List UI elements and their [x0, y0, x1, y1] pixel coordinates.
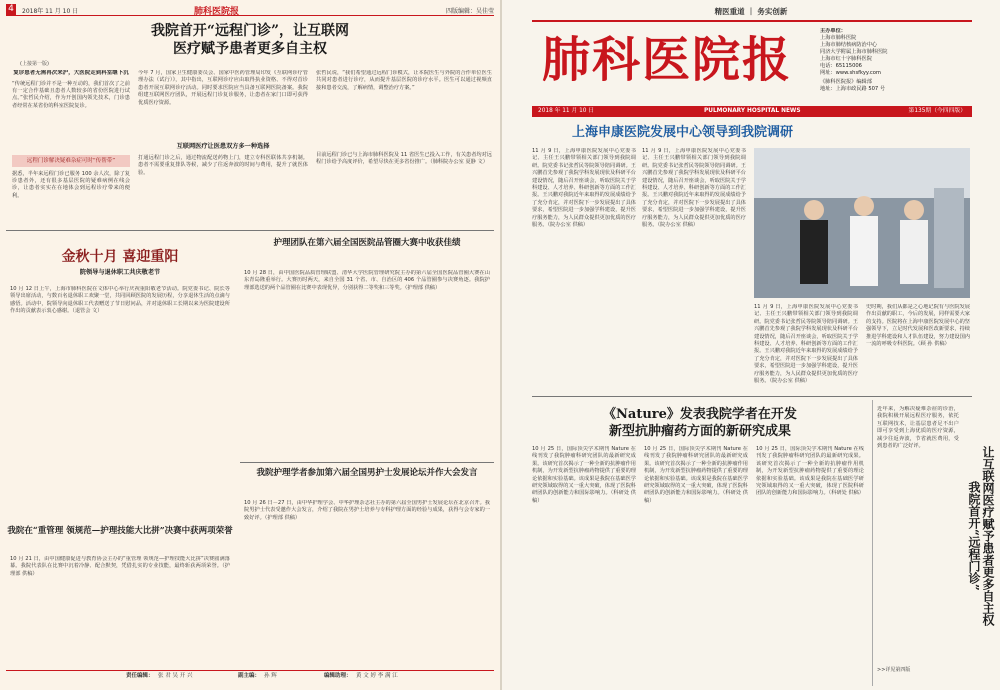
dateline-issue: 第135期（今四四版） — [908, 108, 966, 114]
front-page — [502, 0, 1000, 690]
more-link[interactable]: >>详见第四版 — [877, 667, 911, 673]
divider — [6, 230, 494, 231]
sponsor-block — [820, 28, 970, 104]
dateline-bar — [532, 106, 972, 117]
nature-article — [532, 400, 868, 686]
nursing-skill-title: 我院在“重管理 领规范—护理技能大比拼”决赛中获两项荣誉 — [7, 526, 233, 536]
nature-title-line2: 新型抗肿瘤药方面的新研究成果 — [608, 424, 791, 439]
sponsor-line: 上海市肺科医院 — [820, 35, 857, 41]
page-header — [6, 4, 494, 16]
footer-label-2: 副主编： — [238, 673, 261, 679]
dateline-english: PULMONARY HOSPITAL NEWS — [704, 108, 801, 114]
main-article-title-line1: 我院首开“远程门诊”，让互联网 — [150, 23, 350, 39]
nature-title-line1: 《Nature》发表我院学者在开发 — [603, 407, 797, 422]
web-label: 网址： — [820, 70, 836, 76]
dateline-date: 2018 年 11 月 10 日 — [538, 108, 595, 114]
sponsor-line: 上海市肺结核病防治中心 — [820, 42, 878, 48]
lead-title: 上海申康医院发展中心领导到我院调研 — [572, 125, 794, 140]
divider — [240, 462, 494, 463]
sponsor-line: 同济大学附属上海市肺科医院 — [820, 49, 888, 55]
lead-text-col-3: 11 月 9 日，上海申康医院发展中心党委书记、主任王兴鹏带领相关部门领导到我院调研。院党委书记张哲民等院领导陪同调研。王兴鹏首先参观了我院学科发展现状及科研平台建设情况，随后召开座谈会，听取医院关于学科建设、人才培养、科研创新等方面的工作汇报。王兴鹏对我院近年来取得的发展成绩给予了充分肯定，并对医院下一步发展提出了具体要求，希望医院进一步加强学科建设，提升医疗服务能力，为人民群众提供更加优质的医疗服务。（院办公室 供稿） — [754, 304, 858, 385]
footer-label-1: 责任编辑： — [126, 673, 154, 679]
lead-text-col-2: 11 月 9 日，上海申康医院发展中心党委书记、主任王兴鹏带领相关部门领导到我院调研。院党委书记张哲民等院领导陪同调研。王兴鹏首先参观了我院学科发展现状及科研平台建设情况，随后召开座谈会，听取医院关于学科建设、人才培养、科研创新等方面的工作汇报。王兴鹏对我院近年来取得的发展成绩给予了充分肯定，并对医院下一步发展提出了具体要求，希望医院进一步加强学科建设，提升医疗服务能力，为人民群众提供更加优质的医疗服务。（院办公室 供稿） — [642, 148, 746, 229]
main-p3: 打通远程门诊之后，通过物流配送药物上门，建立专科医联体共享机制。患者不需要重复排队等候，减少了往返奔波的时间与费用，提升了就医体验。 — [138, 155, 308, 176]
vertical-teaser — [872, 400, 996, 686]
footer-label-3: 编辑助理： — [324, 673, 352, 679]
quality-circle-title: 护理团队在第六届全国医院品管圈大赛中收获佳绩 — [273, 238, 461, 248]
footer-names-3: 黄 文 婷 李 满 江 — [356, 673, 398, 679]
chongyang-text: 10 月 12 日上午，上海市肺科医院在文体中心举行庆祝重阳敬老节活动。院党委书记、院长等领导出席活动，与数百名退休职工欢聚一堂，共同回顾医院的发展历程，分享退休生活的点滴与感悟。活动中，院领导向退休职工代表赠送了节日慰问品，并对退休职工长期以来为医院建设所作出的贡献表示衷心感谢。（退管会 文） — [10, 286, 230, 315]
main-col-2 — [138, 70, 308, 226]
main-p5: 目前远程门诊已与上海市肺科医院及 11 省医生已投入工作，有关患者均对远程门诊给予高度评价，希望尽快在更多省份推广。（肺科院办公室 夏静 文） — [316, 152, 492, 166]
masthead-title: 肺科医院报 — [542, 32, 793, 88]
lead-text-col-4: 史时期，我们从都是之心地记院有与医院发展作出贡献的职工，今后的发展，同样需要大家的支持。医院将在上海申康医院发展中心的坚强领导下，立足时代发展和医改新要求，持续推进学科建设和人才队伍建设，努力建设国内一流的呼吸专科医院。（顾 孙 供稿） — [866, 304, 970, 348]
chongyang-title: 金秋十月 喜迎重阳 — [61, 249, 179, 265]
quote-box — [12, 70, 130, 220]
main-subhead-1: 互联网医疗让医患双方多一种选择 — [176, 143, 270, 150]
masthead-rule — [532, 20, 972, 22]
editorial-name: 《肺科医院报》编辑部 — [820, 79, 872, 85]
nature-text-col-2: 10 月 25 日，国际顶尖学术期刊 Nature 在线刊发了我院肿瘤科研究团队的最新研究成果。该研究首次揭示了一种全新的抗肿瘤作用机制，为开发新型抗肿瘤药物提供了重要的理论依据和实验基础。该成果是我院在基础医学研究领域取得的又一重大突破，体现了医院科研团队的创新能力和国际影响力。（科研处 供稿） — [644, 446, 748, 504]
vertical-title-2: 让互联网医疗赋予患者更多自主权 — [981, 446, 995, 626]
article-quality-circle — [240, 234, 494, 460]
header-paper-title: 肺科医院报 — [194, 7, 240, 16]
footer-names-1: 张 君 吴 开 兴 — [158, 673, 193, 679]
sponsor-line: 上海市红十字肺科医院 — [820, 56, 872, 62]
footer-names-2: 孙 辉 — [264, 673, 277, 679]
quote-title: 复诊患者无需再次来沪，大医院走到科室继下沉 — [13, 70, 129, 76]
lead-photo — [754, 148, 970, 298]
page-number: 4 — [6, 4, 16, 15]
lead-text-col-1: 11 月 9 日，上海申康医院发展中心党委书记、主任王兴鹏带领相关部门领导到我院调研。院党委书记张哲民等院领导陪同调研。王兴鹏首先参观了我院学科发展现状及科研平台建设情况，随后召开座谈会，听取医院关于学科建设、人才培养、科研创新等方面的工作汇报。王兴鹏对我院近年来取得的发展成绩给予了充分肯定，并对医院下一步发展提出了具体要求，希望医院进一步加强学科建设，提升医疗服务能力，为人民群众提供更加优质的医疗服务。（院办公室 供稿） — [532, 148, 636, 229]
header-edition: 四版编辑：吴佳莹 — [445, 8, 494, 15]
chongyang-subtitle: 院领导与退休职工共庆敬老节 — [79, 269, 161, 276]
nature-text-col-1: 10 月 25 日，国际顶尖学术期刊 Nature 在线刊发了我院肿瘤科研究团队的最新研究成果。该研究首次揭示了一种全新的抗肿瘤作用机制，为开发新型抗肿瘤药物提供了重要的理论依据和实验基础。该成果是我院在基础医学研究领域取得的又一重大突破，体现了医院科研团队的创新能力和国际影响力。（科研处 供稿） — [532, 446, 636, 504]
lead-article — [532, 122, 972, 392]
main-col-3 — [316, 70, 492, 226]
main-p2: 张哲民说，“我们希望通过远程门诊模式，让本院医生与外院的合作单位医生共同对患者进行诊疗，从而提升基层医院的诊疗水平。医生可以通过视频直接和患者交流，了解病情，调整治疗方案。” — [316, 70, 492, 91]
sponsor-label: 主办单位： — [820, 28, 846, 34]
main-p4: 据悉，半年来远程门诊已服务 100 余人次，除了复诊患者外，还有很多基层医院的疑难病例在线会诊，让患者实实在在地体会到远程诊疗带来的便利。 — [12, 170, 130, 199]
address: 地址：上海市政民路 507 号 — [820, 86, 886, 92]
nature-text-col-3: 10 月 25 日，国际顶尖学术期刊 Nature 在线刊发了我院肿瘤科研究团队的最新研究成果。该研究首次揭示了一种全新的抗肿瘤作用机制，为开发新型抗肿瘤药物提供了重要的理论依据和实验基础。该成果是我院在基础医学研究领域取得的又一重大突破，体现了医院科研团队的创新能力和国际影响力。（科研处 供稿） — [756, 446, 864, 497]
article-chongyang — [6, 234, 234, 520]
male-nurses-title: 我院护理学者参加第六届全国男护士发展论坛并作大会发言 — [256, 468, 478, 478]
tel: 65115006 — [835, 63, 862, 69]
lead-photo-illustration — [754, 148, 970, 298]
article-nursing-skill — [6, 522, 234, 662]
nursing-skill-text: 10 月 21 日，由中国健康促进与教育协会主办的“重管理 领规范—护理技能大比拼”决赛圆满落幕。我院代表队在比赛中沉着冷静、配合默契，凭借扎实的专业技能，最终斩获两项荣誉。（护理部 供稿） — [10, 556, 230, 577]
article-male-nurses — [240, 466, 494, 662]
main-article — [6, 22, 494, 228]
byline: (上接第一版) — [20, 61, 49, 67]
top-slogan: 精医重道 ｜ 务实创新 — [714, 7, 788, 16]
callout-banner: 远程门诊解决疑难杂症可时“传帮带” — [12, 155, 130, 167]
vertical-teaser-text: 近年来，为解决疑难杂症的诊治，我院积极开展远程医疗服务，依托互联网技术，让基层患者足不出户即可享受到上海优质的医疗资源，减少往返奔波，节省就医费用，受到患者的广泛好评。 — [877, 406, 959, 450]
main-p1: 今年 7 月，国家卫生健康委员会、国家中医药管理局印发《互联网诊疗管理办法（试行）》，其中指出，互联网诊疗应由取得执业资格、不得对首诊患者开展互联网诊疗活动。同时要求医院应当具备互联网医院备案。我院组建互联网医疗团队，开展远程门诊复诊服务，让患者在家门口即可获得优质医疗资源。 — [138, 70, 308, 106]
header-date: 2018年 11 月 10 日 — [22, 8, 79, 15]
quote-text: “传统远程门诊并不是一种互动的，我们首次了之前有一定合作基础且患者人数较多的省份医院进行试点。”张哲民介绍，作为开创国内领先技术，门诊患者经常在某省份的科室医院复诊。 — [12, 80, 130, 109]
vertical-title-1: 我院首开“远程门诊” — [967, 481, 981, 591]
page-footer — [6, 670, 494, 682]
divider — [532, 396, 972, 397]
quality-circle-text: 10 月 28 日，由中国医院品质管理联盟、清华大学医院管理研究院主办的第六届全国医院品管圈大赛在山东青岛隆重举行。大赛历时两天，来自全国 31 个省、市、自治区的 406 个品管圈参与决赛角逐。我院护理部选送的两个品管圈在比赛中表现优异，分别获得二等奖和三等奖。（护理部 供稿） — [244, 270, 490, 291]
website[interactable]: www.shsfkyy.com — [835, 70, 881, 76]
male-nurses-text: 10 月 26 日－27 日，由中华护理学会、中华护理杂志社主办的第六届全国男护士发展论坛在北京召开。我院男护士代表受邀作大会发言，介绍了我院在男护士培养与专科护理方面的经验与成果，获得与会专家的一致好评。（护理部 供稿） — [244, 500, 490, 521]
tel-label: 电话： — [820, 63, 836, 69]
main-article-title-line2: 医疗赋予患者更多自主权 — [173, 41, 327, 57]
